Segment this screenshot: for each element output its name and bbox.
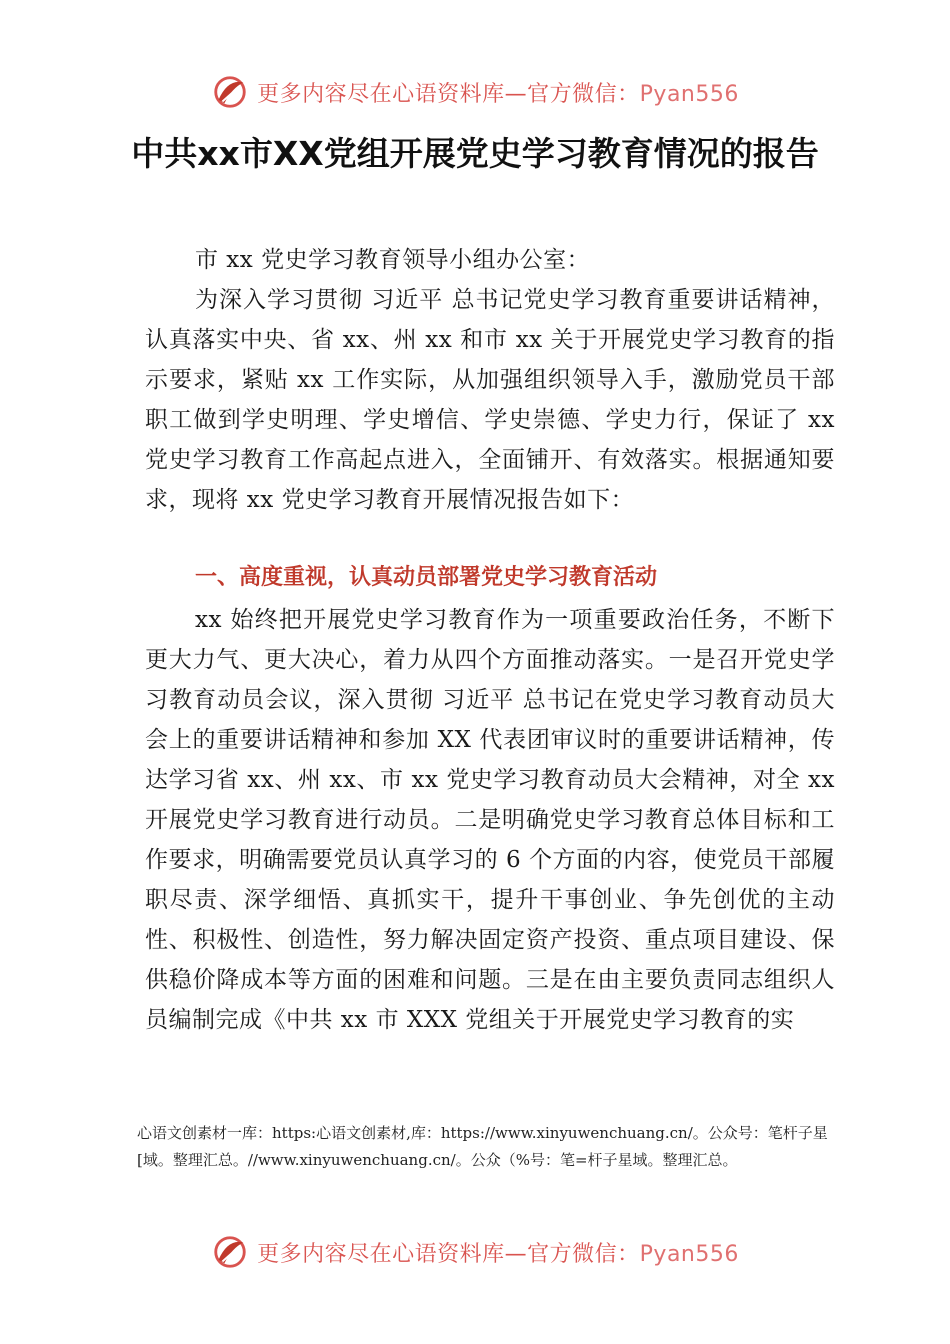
header-watermark-banner [0,68,950,116]
section-heading-1: 一、高度重视，认真动员部署党史学习教育活动 [195,565,658,590]
document-title: 中共xx市XX党组开展党史学习教育情况的报告 [131,134,819,173]
banner-text: 更多内容尽在心语资料库—官方微信：Pyan556 [257,1241,739,1267]
wechat-id: Pyan556 [639,1241,739,1267]
source-footnote: 心语文创素材一库：https:心语文创素材,库：https://www.xinyuwenchuang.cn/。公众号：笔杆子星[域。整理汇总。//www.xinyuwenchuang.cn/。公众（%号：笔=杆子星域。整理汇总。 [137,1124,828,1169]
brush-stroke-logo-icon [211,1233,249,1271]
intro-paragraph: 为深入学习贯彻 习近平 总书记党史学习教育重要讲话精神， 认真落实中央、省 xx、州 xx 和市 xx 关于开展党史学习教育的指示要求，紧贴 xx 工作实际，从加强组织领导入手，激励党员干部职工做到学史明理、学史增信、学史崇德、学史力行，保证了 xx 党史学习教育工作高起点进入，全面铺开、有效落实。根据通知要求，现将 xx 党史学习教育开展情况报告如下： [145,287,835,513]
banner-text: 更多内容尽在心语资料库—官方微信：Pyan556 [257,81,739,107]
brush-stroke-logo-icon [211,73,249,111]
wechat-id: Pyan556 [639,81,739,107]
section-1-paragraph: xx 始终把开展党史学习教育作为一项重要政治任务，不断下更大力气、更大决心，着力从四个方面推动落实。一是召开党史学习教育动员会议，深入贯彻 习近平 总书记在党史学习教育动员大会上的重要讲话精神和参加 XX 代表团审议时的重要讲话精神，传达学习省 xx、州 xx、市 xx 党史学习教育动员大会精神，对全 xx 开展党史学习教育进行动员。二是明确党史学习教育总体目标和工作要求，明确需要党员认真学习的 6 个方面的内容，使党员干部履职尽责、深学细悟、真抓实干，提升干事创业、争先创优的主动性、积极性、创造性，努力解决固定资产投资、重点项目建设、保供稳价降成本等方面的困难和问题。三是在由主要负责同志组织人员编制完成《中共 xx 市 XXX 党组关于开展党史学习教育的实 [145,607,835,1033]
footer-watermark-banner [0,1228,950,1276]
salutation: 市 xx 党史学习教育领导小组办公室： [195,247,591,273]
